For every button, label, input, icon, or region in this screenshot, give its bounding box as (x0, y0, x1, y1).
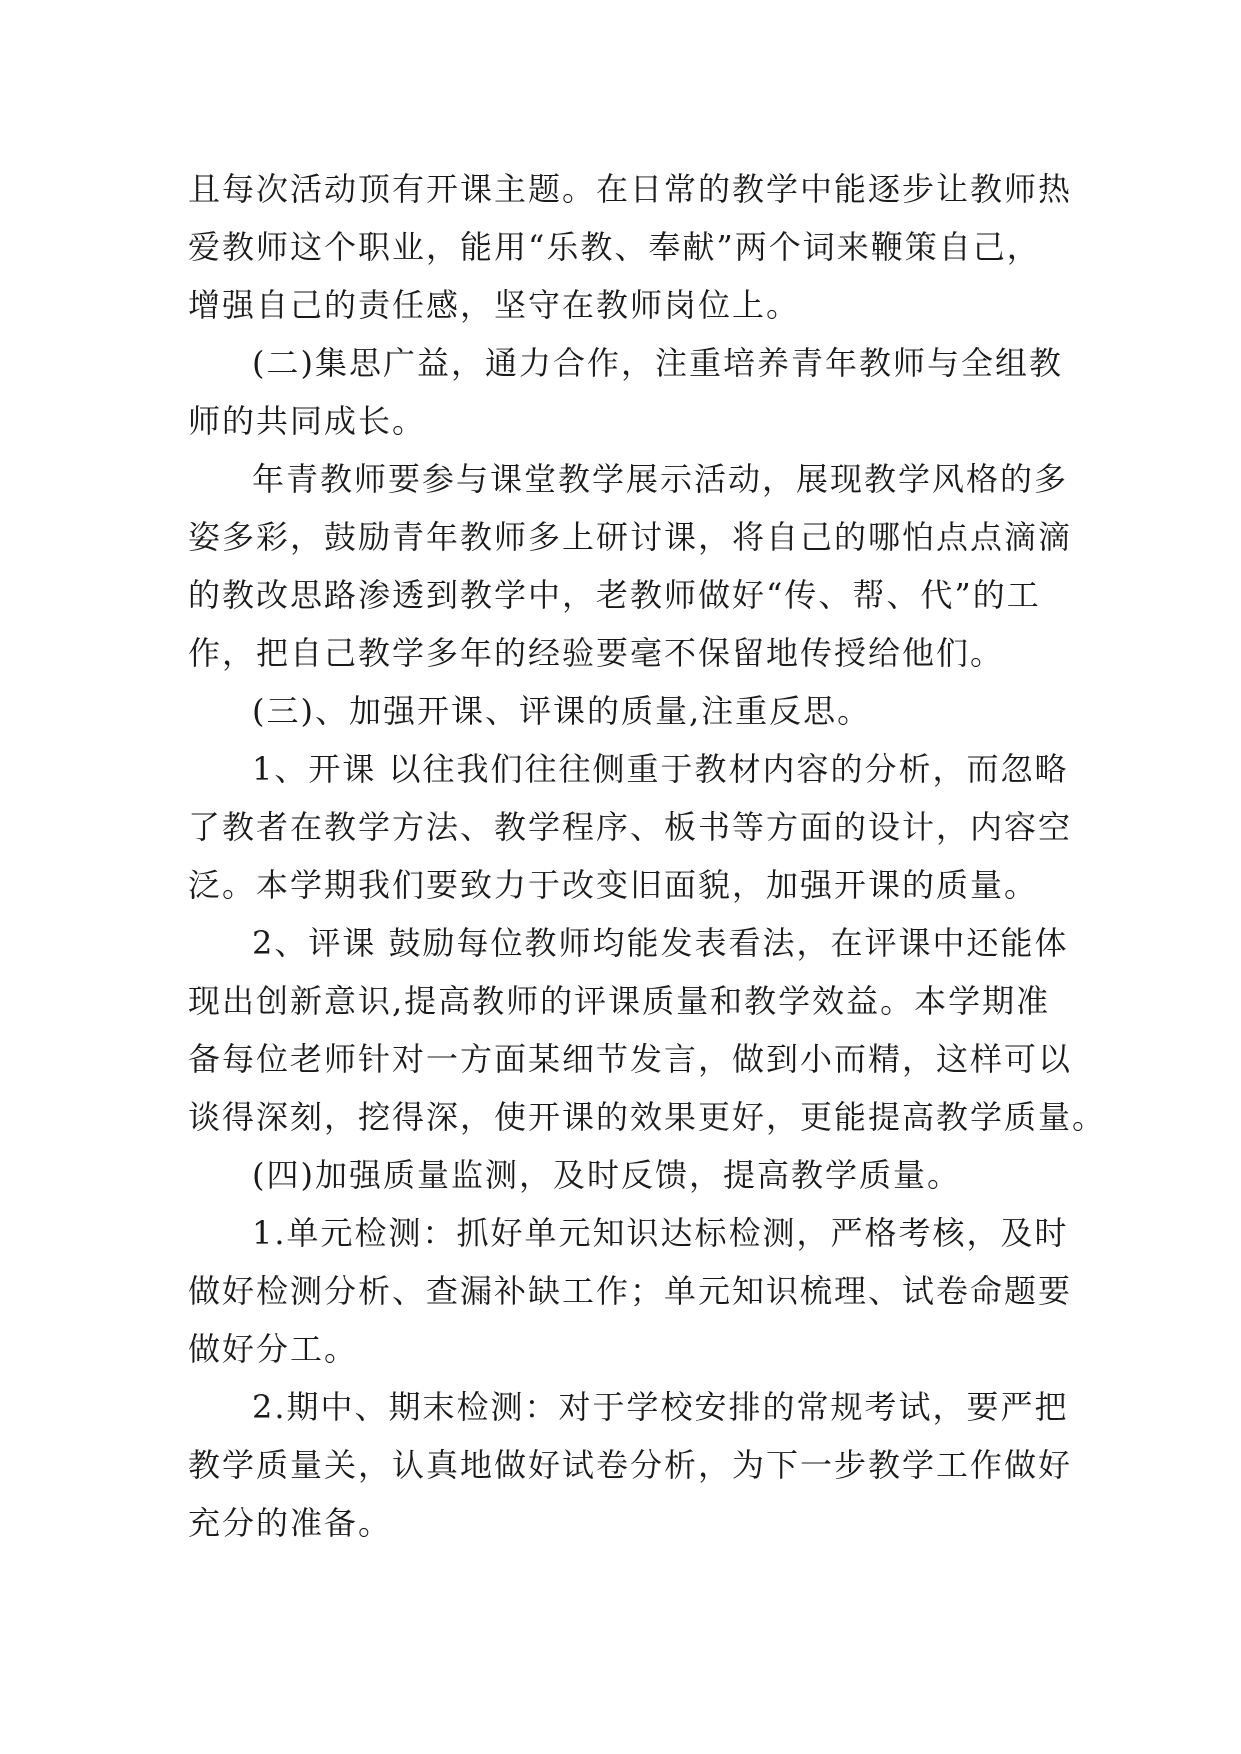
text-line: 的教改思路渗透到教学中，老教师做好“传、帮、代”的工 (188, 576, 1041, 614)
paragraph-start: 2.期中、期末检测：对于学校安排的常规考试，要严把 (252, 1388, 1069, 1426)
text-line: 做好检测分析、查漏补缺工作；单元知识梳理、试卷命题要 (188, 1272, 1073, 1310)
text-line: 且每次活动顶有开课主题。在日常的教学中能逐步让教师热 (188, 170, 1073, 208)
text-line: 备每位老师针对一方面某细节发言，做到小而精，这样可以 (188, 1040, 1073, 1078)
text-line: 做好分工。 (188, 1330, 359, 1368)
text-line: 姿多彩，鼓励青年教师多上研讨课，将自己的哪怕点点滴滴 (188, 518, 1073, 556)
text-line: 谈得深刻，挖得深，使开课的效果更好，更能提高教学质量。 (188, 1098, 1107, 1136)
section-heading: (三)、加强开课、评课的质量,注重反思。 (252, 692, 872, 730)
document-body (188, 160, 1107, 1552)
paragraph-start: 1.单元检测：抓好单元知识达标检测，严格考核，及时 (252, 1214, 1069, 1252)
text-line: 充分的准备。 (188, 1504, 393, 1542)
text-line: 泛。本学期我们要致力于改变旧面貌，加强开课的质量。 (188, 866, 1039, 904)
text-line: 师的共同成长。 (188, 402, 427, 440)
section-heading: (二)集思广益，通力合作，注重培养青年教师与全组教 (252, 344, 1063, 382)
text-line: 增强自己的责任感，坚守在教师岗位上。 (188, 286, 801, 324)
section-heading: (四)加强质量监测，及时反馈，提高教学质量。 (252, 1156, 961, 1194)
text-line: 教学质量关，认真地做好试卷分析，为下一步教学工作做好 (188, 1446, 1073, 1484)
text-line: 爱教师这个职业，能用“乐教、奉献”两个词来鞭策自己， (188, 228, 1041, 266)
paragraph-start: 1、开课 以往我们往往侧重于教材内容的分析，而忽略 (252, 750, 1069, 788)
paragraph-start: 2、评课 鼓励每位教师均能发表看法，在评课中还能体 (252, 924, 1069, 962)
text-line: 现出创新意识,提高教师的评课质量和教学效益。本学期准 (188, 982, 1051, 1020)
text-line: 作，把自己教学多年的经验要毫不保留地传授给他们。 (188, 634, 1005, 672)
text-line: 了教者在教学方法、教学程序、板书等方面的设计，内容空 (188, 808, 1073, 846)
paragraph-start: 年青教师要参与课堂教学展示活动，展现教学风格的多 (252, 460, 1069, 498)
